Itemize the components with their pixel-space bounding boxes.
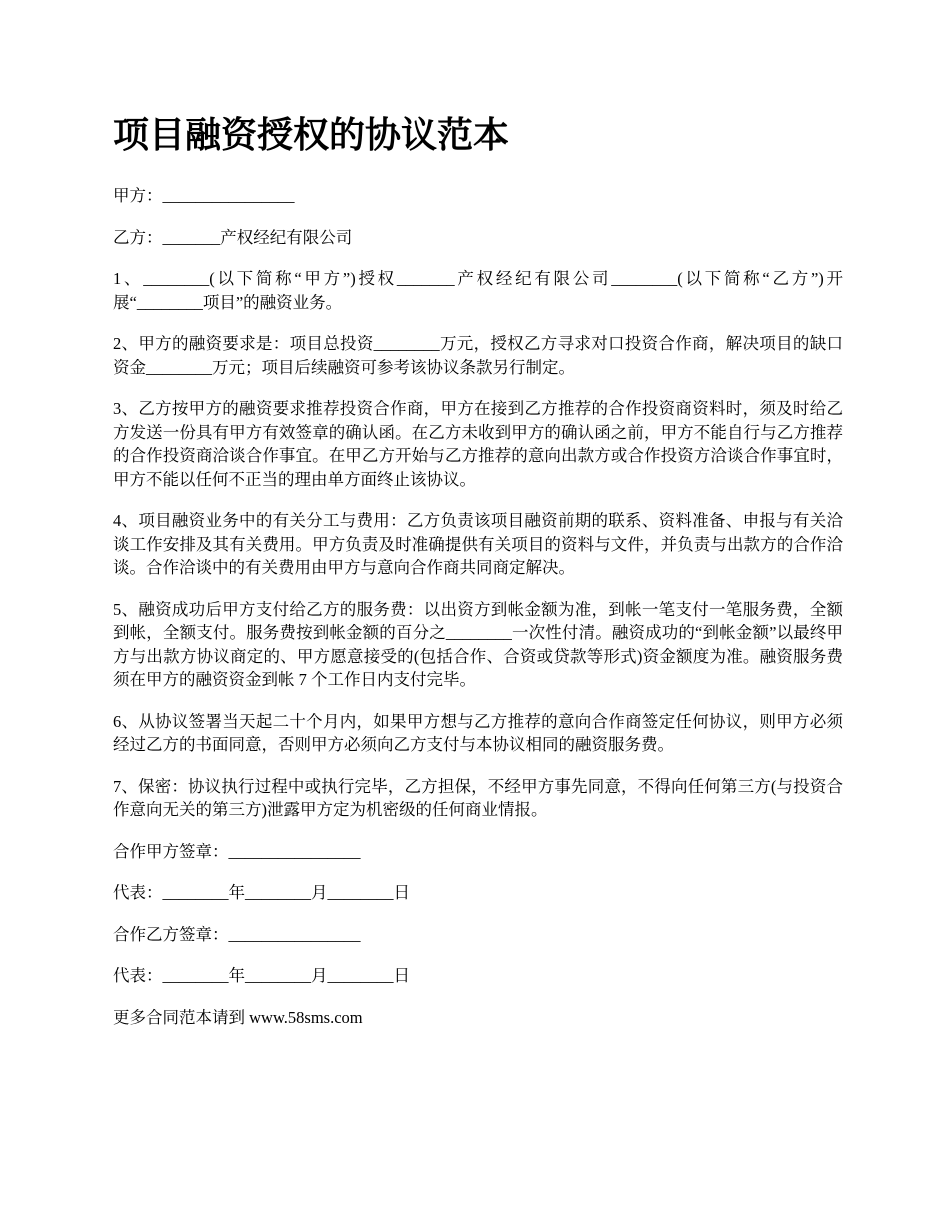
party-a-representative-date: 代表：________年________月________日 <box>113 883 410 902</box>
party-a-line: 甲方：________________ <box>113 186 295 205</box>
party-b-representative-date: 代表：________年________月________日 <box>113 966 410 985</box>
clause-6: 6、从协议签署当天起二十个月内，如果甲方想与乙方推荐的意向合作商签定任何协议，则甲方必须经过乙方的书面同意，否则甲方必须向乙方支付与本协议相同的融资服务费。 <box>113 711 843 754</box>
clause-4: 4、项目融资业务中的有关分工与费用：乙方负责该项目融资前期的联系、资料准备、申报与有关洽谈工作安排及其有关费用。甲方负责及时准确提供有关项目的资料与文件，并负责与出款方的合作洽谈。合作洽谈中的有关费用由甲方与意向合作商共同商定解决。 <box>113 511 843 577</box>
clause-5: 5、融资成功后甲方支付给乙方的服务费：以出资方到帐金额为准，到帐一笔支付一笔服务费，全额到帐，全额支付。服务费按到帐金额的百分之________一次性付清。融资成功的“到帐金额”以最终甲方与出款方协议商定的、甲方愿意接受的(包括合作、合资或贷款等形式)资金额度为准。融资服务费须在甲方的融资资金到帐 7 个工作日内支付完毕。 <box>113 599 843 689</box>
clause-3: 3、乙方按甲方的融资要求推荐投资合作商，甲方在接到乙方推荐的合作投资商资料时，须及时给乙方发送一份具有甲方有效签章的确认函。在乙方未收到甲方的确认函之前，甲方不能自行与乙方推荐的合作投资商洽谈合作事宜。在甲乙方开始与乙方推荐的意向出款方或合作投资方洽谈合作事宜时，甲方不能以任何不正当的理由单方面终止该协议。 <box>113 399 843 489</box>
clause-7: 7、保密：协议执行过程中或执行完毕，乙方担保，不经甲方事先同意，不得向任何第三方(与投资合作意向无关的第三方)泄露甲方定为机密级的任何商业情报。 <box>113 776 843 819</box>
document-title: 项目融资授权的协议范本 <box>113 115 510 156</box>
party-b-signature-line: 合作乙方签章：________________ <box>113 924 361 944</box>
clause-2: 2、甲方的融资要求是：项目总投资________万元，授权乙方寻求对口投资合作商，解决项目的缺口资金________万元；项目后续融资可参考该协议条款另行制定。 <box>113 334 843 377</box>
footer-link-text: 更多合同范本请到 www.58sms.com <box>113 1007 363 1027</box>
document-page <box>113 110 843 1047</box>
party-a-signature-line: 合作甲方签章：________________ <box>113 841 361 861</box>
party-b-line: 乙方：_______产权经纪有限公司 <box>113 227 353 247</box>
clause-1: 1、________(以下简称“甲方”)授权_______产权经纪有限公司________(以下简称“乙方”)开展“________项目”的融资业务。 <box>113 269 843 312</box>
